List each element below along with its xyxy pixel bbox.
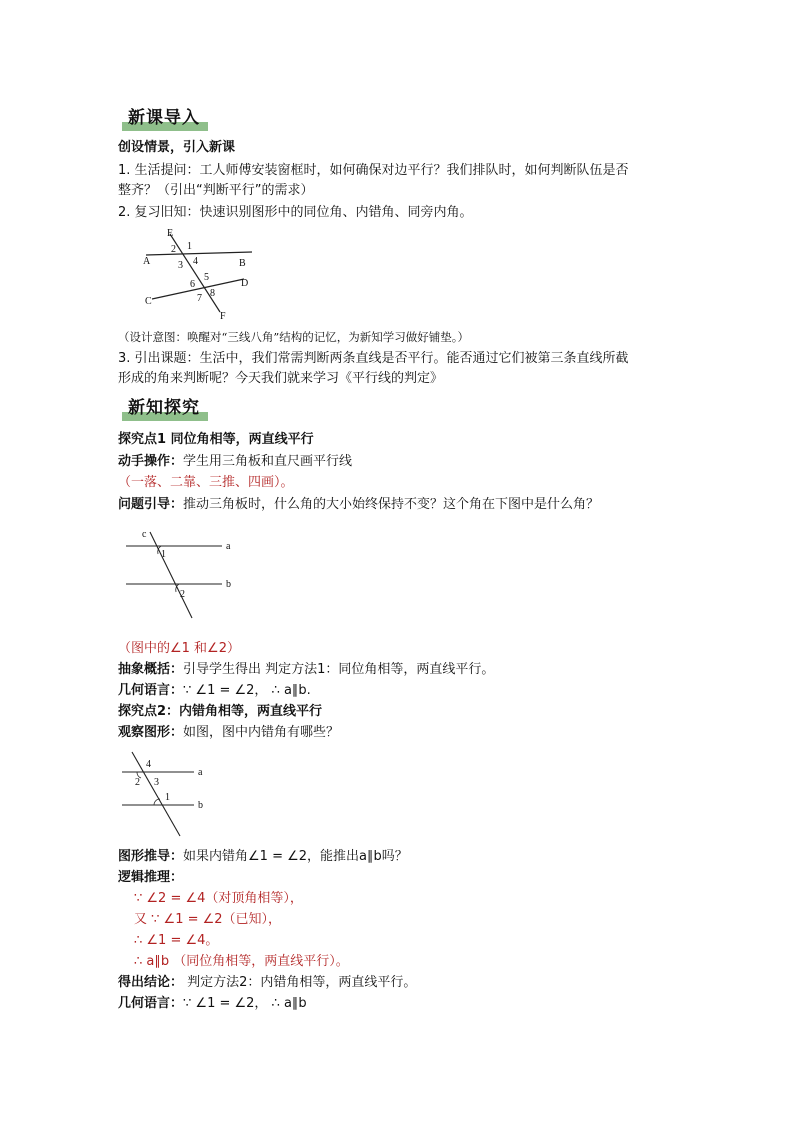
observation-text: 如图，图中内错角有哪些？	[183, 725, 340, 740]
abstraction-text: 引导学生得出 判定方法1：同位角相等，两直线平行。	[183, 662, 495, 677]
angle-label-4: 4	[146, 759, 151, 770]
angle-label-7: 7	[197, 293, 202, 304]
intro-paragraph-3-line-1: 3. 引出课题：生活中，我们常需判断两条直线是否平行。能否通过它们被第三条直线所截	[118, 351, 629, 366]
point1-question	[118, 496, 599, 514]
line-label-a: a	[226, 541, 231, 552]
abstraction-label: 抽象概括：	[118, 662, 184, 677]
inference-label: 图形推导：	[118, 849, 184, 864]
angle-label-2: 2	[180, 589, 185, 600]
point2-inference	[118, 848, 408, 866]
geometry-label: 几何语言：	[118, 683, 184, 698]
angle-label-8: 8	[210, 288, 215, 299]
geometry-text: ∵ ∠1 = ∠2， ∴ a∥b	[183, 996, 307, 1011]
logic-step-4: ∴ a∥b （同位角相等，两直线平行）。	[134, 954, 349, 969]
geometry-text: ∵ ∠1 = ∠2， ∴ a∥b.	[183, 683, 311, 698]
angle-label-1: 1	[161, 549, 166, 560]
operation-text: 学生用三角板和直尺画平行线	[183, 454, 353, 469]
section-title: 新课导入	[128, 108, 200, 128]
point1-geometry	[118, 682, 311, 700]
section-heading-explore	[122, 393, 208, 421]
corresponding-angles-figure	[118, 526, 242, 622]
angle-label-2: 2	[171, 244, 176, 255]
question-label: 问题引导：	[118, 497, 184, 512]
intro-paragraph-1-line-1: 1. 生活提问：工人师傅安装窗框时，如何确保对边平行？我们排队时，如何判断队伍是否	[118, 163, 629, 178]
intro-paragraph-1-line-2: 整齐？（引出“判断平行”的需求）	[118, 183, 314, 198]
angle-label-3: 3	[178, 260, 183, 271]
point1-abstraction	[118, 661, 494, 679]
point1-steps: （一落、二靠、三推、四画）。	[118, 475, 294, 490]
angle-label-2: 2	[135, 777, 140, 788]
point2-heading: 探究点2：内错角相等，两直线平行	[118, 704, 323, 719]
point2-geometry	[118, 995, 307, 1013]
conclusion-text: 判定方法2：内错角相等，两直线平行。	[183, 975, 417, 990]
figure-label-F: F	[220, 311, 226, 320]
angle-label-5: 5	[204, 272, 209, 283]
section-title: 新知探究	[128, 398, 200, 418]
line-label-a: a	[198, 767, 203, 778]
intro-paragraph-2: 2. 复习旧知：快速识别图形中的同位角、内错角、同旁内角。	[118, 205, 473, 220]
conclusion-label: 得出结论：	[118, 975, 184, 990]
figure-label-D: D	[241, 278, 249, 289]
logic-step-1: ∵ ∠2 = ∠4（对顶角相等），	[134, 891, 303, 906]
logic-step-3: ∴ ∠1 = ∠4。	[134, 933, 219, 948]
line-label-b: b	[226, 579, 231, 590]
point1-answer: （图中的∠1 和∠2）	[118, 641, 240, 656]
intro-heading: 创设情景，引入新课	[118, 140, 236, 155]
figure-label-A: A	[143, 256, 151, 267]
design-intent-note: （设计意图：唤醒对“三线八角”结构的记忆，为新知学习做好铺垫。）	[118, 330, 470, 344]
figure-label-C: C	[145, 296, 152, 307]
angle-label-1: 1	[187, 241, 192, 252]
alternate-interior-angles-figure	[118, 748, 214, 840]
observation-label: 观察图形：	[118, 725, 184, 740]
line-label-c: c	[142, 529, 147, 540]
section-heading-intro	[122, 103, 208, 131]
point1-heading: 探究点1 同位角相等，两直线平行	[118, 432, 314, 447]
angle-label-6: 6	[190, 279, 195, 290]
angle-label-3: 3	[154, 777, 159, 788]
inference-text: 如果内错角∠1 = ∠2，能推出a∥b吗？	[183, 849, 408, 864]
point2-conclusion	[118, 974, 416, 992]
geometry-label: 几何语言：	[118, 996, 184, 1011]
operation-label: 动手操作：	[118, 454, 184, 469]
angle-label-4: 4	[193, 256, 198, 267]
logic-label: 逻辑推理：	[118, 870, 184, 885]
question-text: 推动三角板时，什么角的大小始终保持不变？这个角在下图中是什么角？	[183, 497, 600, 512]
intro-paragraph-3-line-2: 形成的角来判断呢？今天我们就来学习《平行线的判定》	[118, 371, 444, 386]
figure-label-E: E	[167, 228, 174, 239]
figure-label-B: B	[239, 258, 246, 269]
three-lines-eight-angles-figure	[140, 224, 258, 320]
angle-label-1: 1	[165, 792, 170, 803]
point2-observation	[118, 724, 339, 742]
line-label-b: b	[198, 800, 203, 811]
logic-step-2: 又 ∵ ∠1 = ∠2（已知），	[134, 912, 282, 927]
point1-operation	[118, 453, 352, 471]
